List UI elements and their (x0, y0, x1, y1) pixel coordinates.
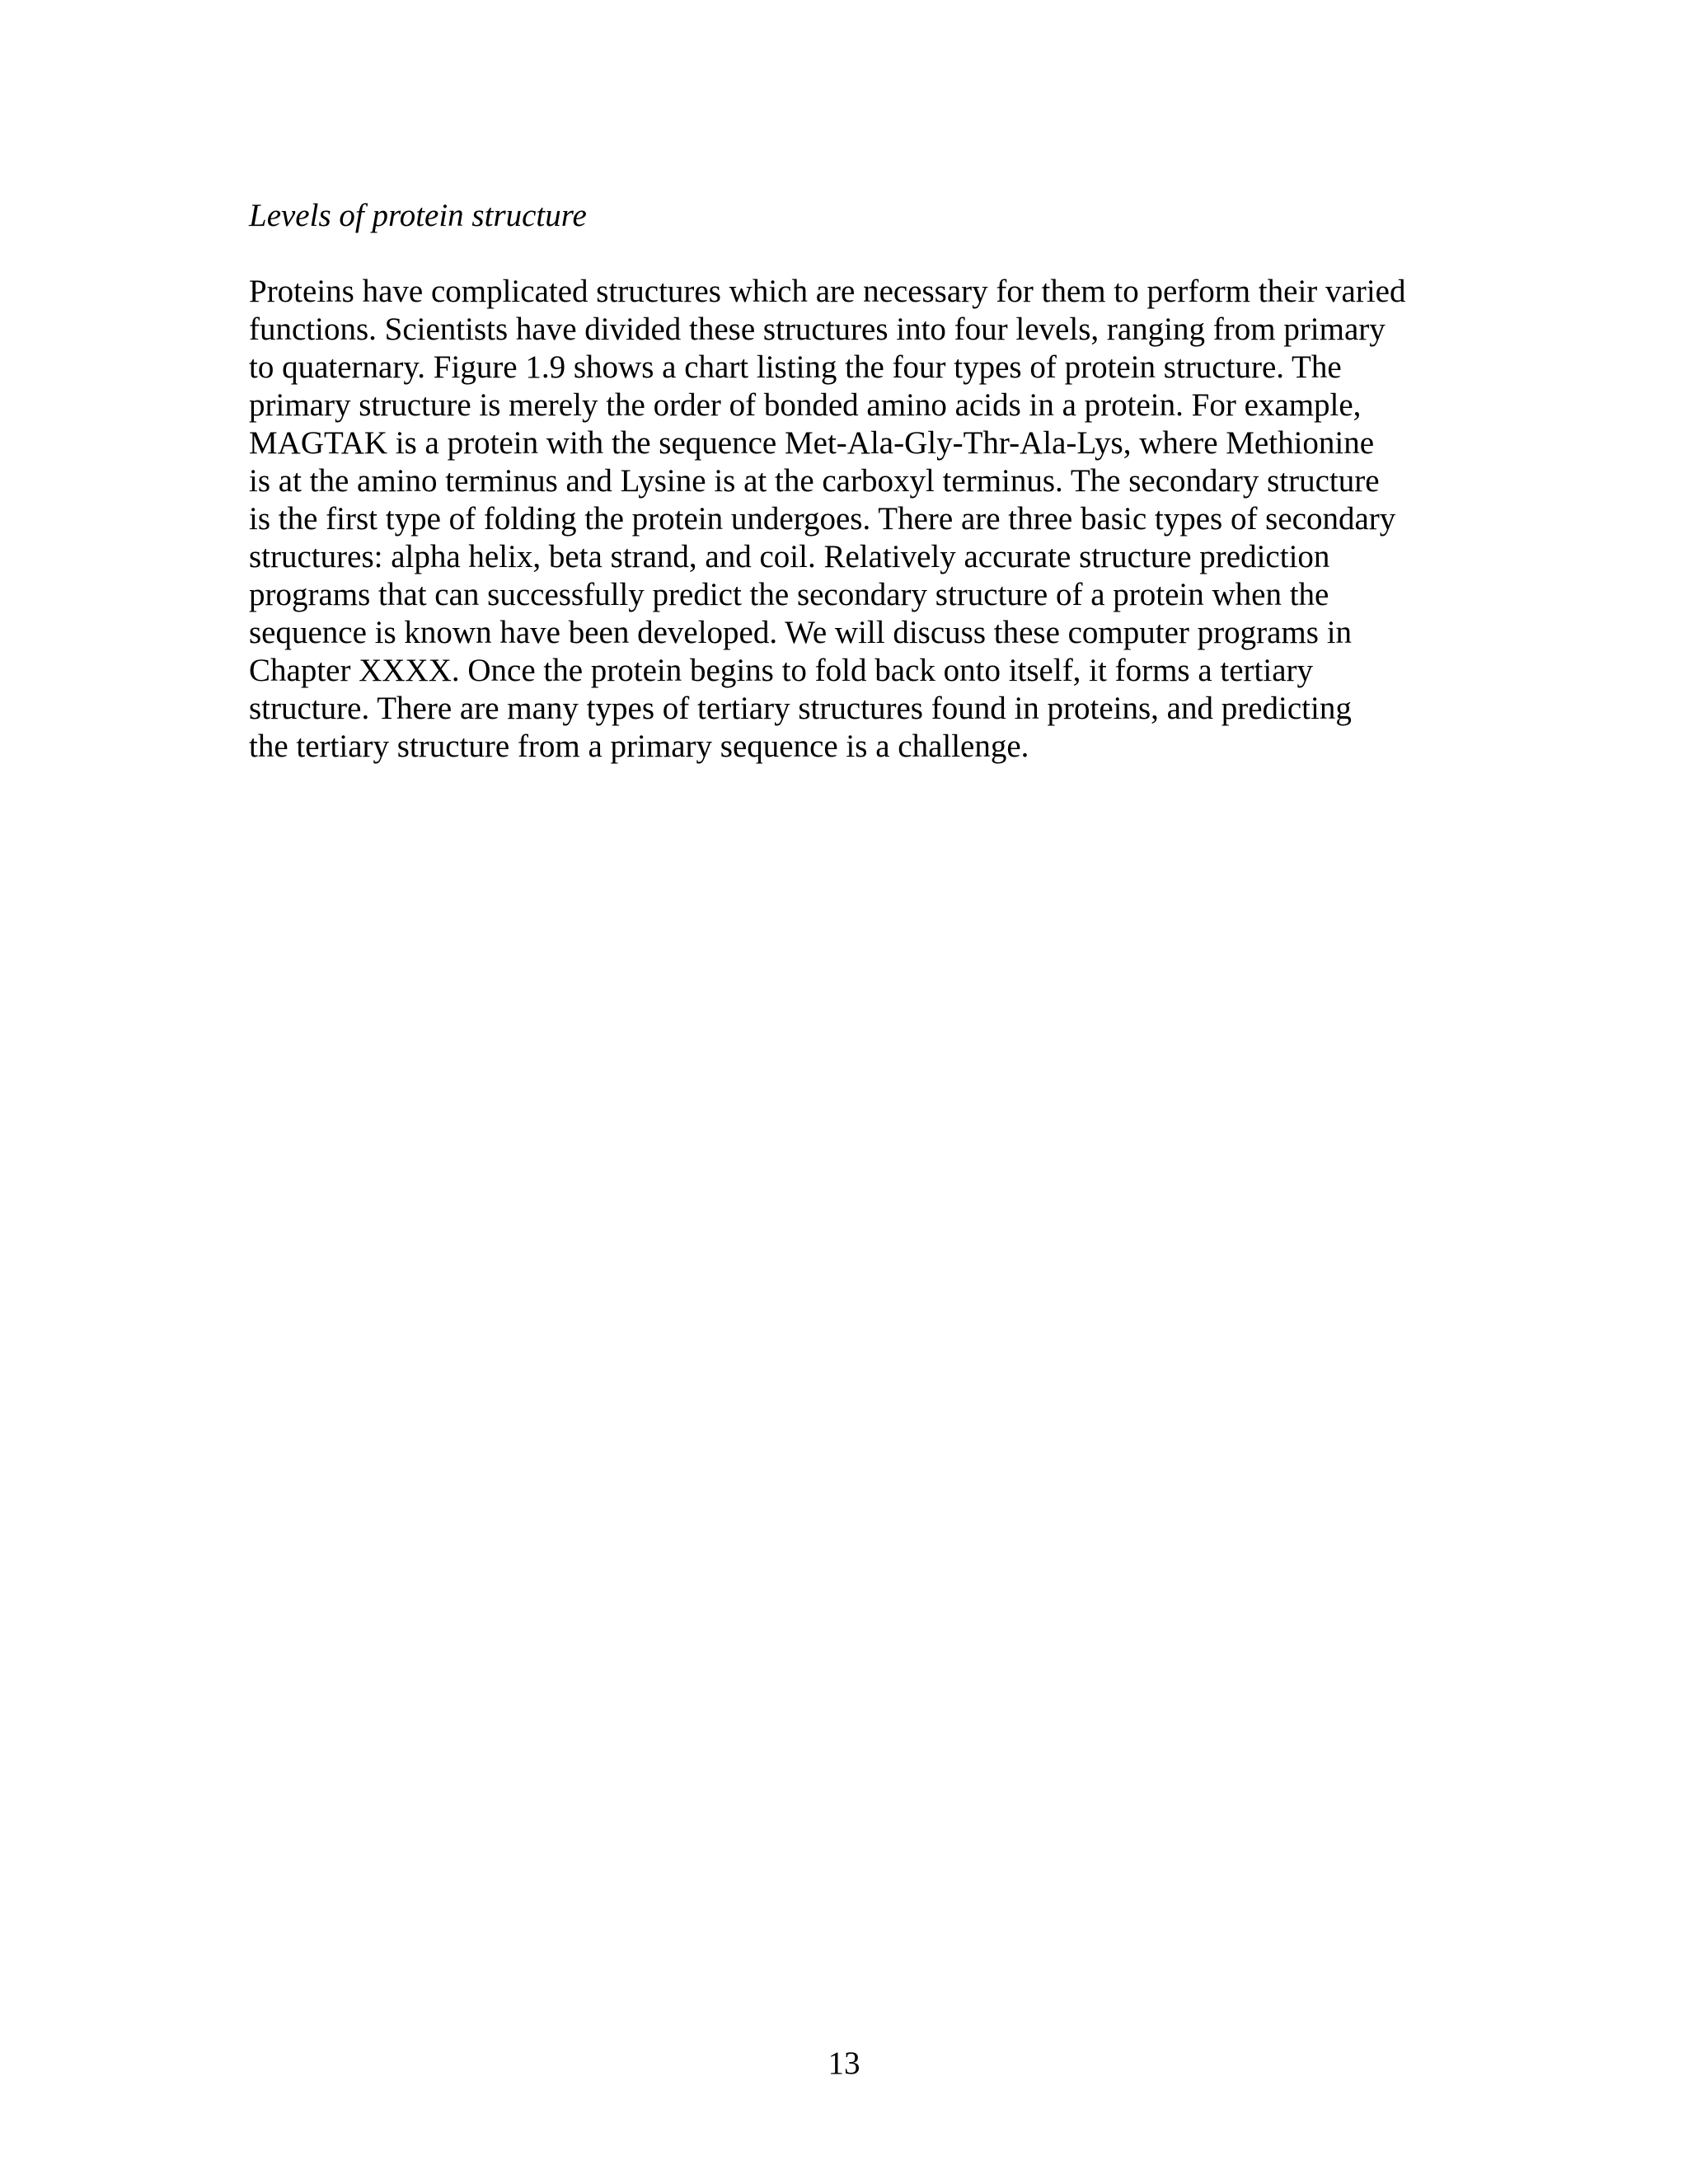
paragraph-line: to quaternary. Figure 1.9 shows a chart listing the four types of protein structure. The (249, 349, 1342, 385)
paragraph-line: Proteins have complicated structures which are necessary for them to perform their varied (249, 274, 1406, 309)
paragraph-line: programs that can successfully predict the secondary structure of a protein when the (249, 577, 1329, 612)
paragraph-line: Chapter XXXX. Once the protein begins to fold back onto itself, it forms a tertiary (249, 653, 1313, 688)
paragraph-line: sequence is known have been developed. We will discuss these computer programs in (249, 615, 1353, 650)
paragraph-line: functions. Scientists have divided these structures into four levels, ranging from primary (249, 312, 1386, 347)
page-number: 13 (828, 2046, 860, 2081)
paragraph-line: structures: alpha helix, beta strand, and coil. Relatively accurate structure prediction (249, 539, 1330, 574)
paragraph-line: is the first type of folding the protein undergoes. There are three basic types of secondary (249, 501, 1396, 537)
paragraph-line: primary structure is merely the order of bonded amino acids in a protein. For example, (249, 387, 1362, 423)
body-paragraph (249, 273, 1469, 766)
section-heading: Levels of protein structure (249, 198, 587, 233)
paragraph-line: the tertiary structure from a primary sequence is a challenge. (249, 729, 1029, 764)
paragraph-line: is at the amino terminus and Lysine is at the carboxyl terminus. The secondary structure (249, 463, 1380, 499)
paragraph-line: structure. There are many types of tertiary structures found in proteins, and predicting (249, 691, 1352, 726)
paragraph-line: MAGTAK is a protein with the sequence Met-Ala-Gly-Thr-Ala-Lys, where Methionine (249, 425, 1375, 461)
